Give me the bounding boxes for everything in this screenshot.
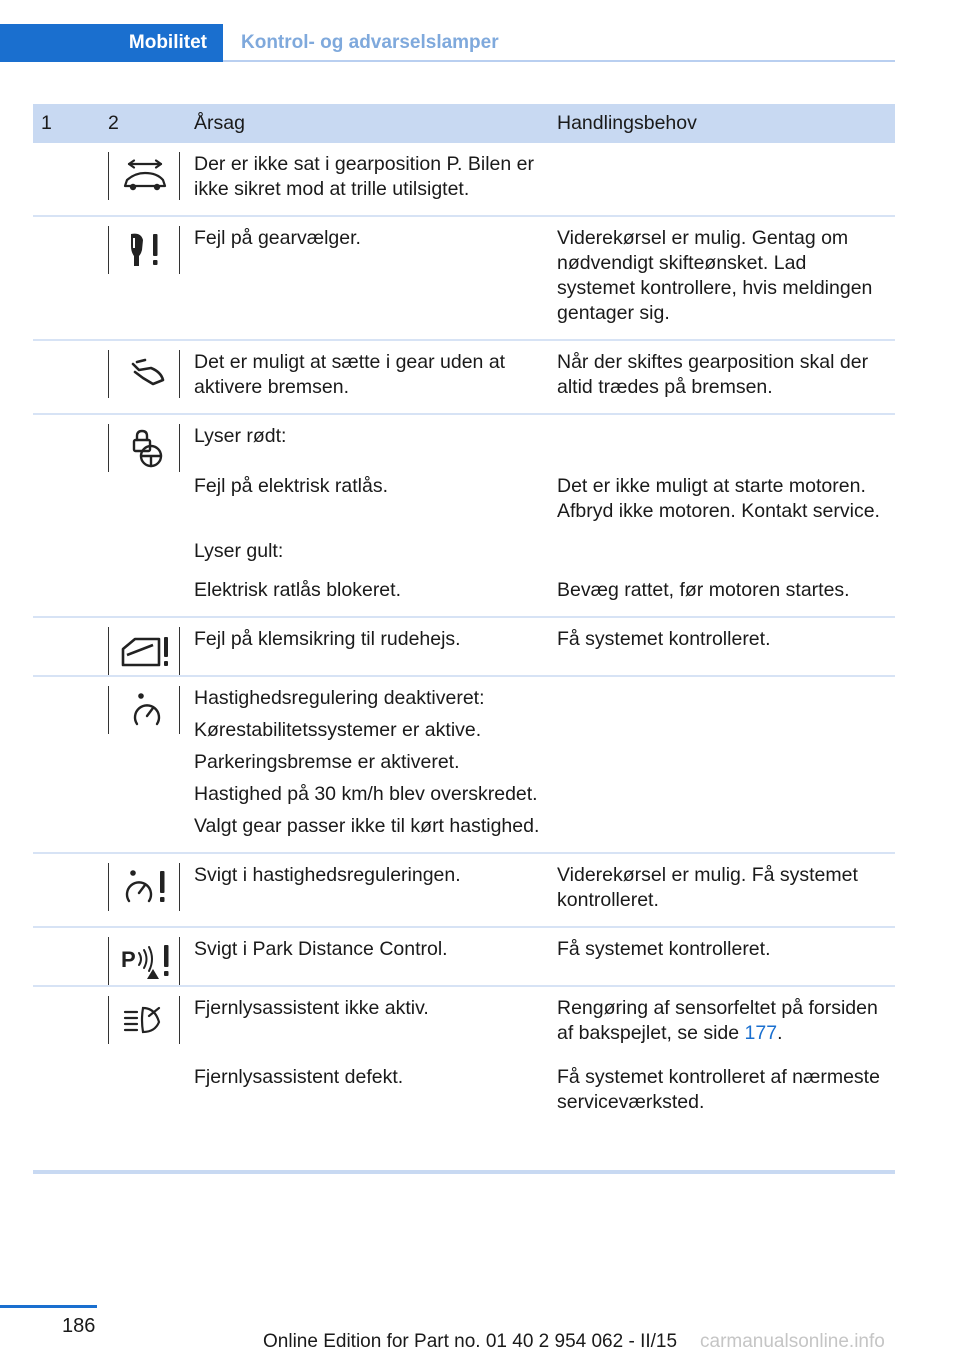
action-text: Få systemet kontrolleret. [557, 628, 771, 650]
cause-text: Lyser rødt: [194, 425, 287, 447]
table-row [33, 472, 895, 537]
action-text: Viderekørsel er mulig. Få systemet kontrolleret. [557, 864, 858, 911]
action-text: Få systemet kontrolleret. [557, 938, 771, 960]
table-row [33, 143, 895, 216]
svg-text:P: P [121, 947, 136, 972]
watermark: carmanualsonline.info [700, 1331, 885, 1352]
column-header-action: Handlingsbehov [549, 104, 895, 143]
cause-text: Fjernlysassistent ikke aktiv. [194, 997, 429, 1019]
cause-text: Fjernlysassistent defekt. [194, 1066, 404, 1088]
cause-text: Hastighedsregulering deaktiveret: [194, 687, 485, 709]
park-roll-icon [108, 152, 180, 200]
table-row [33, 537, 895, 566]
column-header-cause: Årsag [186, 104, 549, 143]
action-text: Det er ikke muligt at starte motoren. Afbryd ikke motoren. Kontakt service. [557, 475, 880, 522]
cause-text: Der er ikke sat i gearposition P. Bilen er ikke sikret mod at trille utilsigtet. [194, 153, 534, 200]
cause-text: Fejl på elektrisk ratlås. [194, 475, 388, 497]
table-row [33, 617, 895, 676]
table-row [33, 986, 895, 1059]
cause-text: Hastighed på 30 km/h blev overskredet. [194, 783, 538, 805]
steering-lock-icon [108, 424, 180, 472]
window-pinch-warning-icon [108, 627, 180, 675]
page-number-rule [0, 1305, 97, 1308]
table-header-row [33, 104, 895, 143]
cause-text: Det er muligt at sætte i gear uden at aktivere bremsen. [194, 351, 506, 398]
cause-text: Parkeringsbremse er aktiveret. [194, 751, 460, 773]
table-bottom-rule [33, 1170, 895, 1174]
cruise-control-icon [108, 686, 180, 734]
cause-text: Fejl på gearvælger. [194, 227, 361, 249]
page-header [0, 24, 895, 62]
action-text: Viderekørsel er mulig. Gentag om nødvendigt skifteønsket. Lad systemet kontrollere, hvis meldingen gentager sig. [557, 227, 873, 324]
high-beam-assist-icon [108, 996, 180, 1044]
header-rule [223, 60, 895, 62]
table-row [33, 216, 895, 340]
cause-text: Elektrisk ratlås blokeret. [194, 579, 401, 601]
gear-selector-warning-icon [108, 226, 180, 274]
cause-text: Svigt i Park Distance Control. [194, 938, 448, 960]
column-header-1: 1 [33, 104, 100, 143]
cause-text: Svigt i hastighedsreguleringen. [194, 864, 461, 886]
column-header-2: 2 [100, 104, 186, 143]
table-row [33, 853, 895, 927]
table-row [33, 566, 895, 617]
cause-text: Kørestabilitetssystemer er aktive. [194, 719, 482, 741]
action-text: Bevæg rattet, før motoren startes. [557, 579, 850, 601]
cruise-control-warning-icon [108, 863, 180, 911]
table-row [33, 340, 895, 414]
foot-brake-icon [108, 350, 180, 398]
edition-footer: Online Edition for Part no. 01 40 2 954 062 - II/15 [263, 1331, 678, 1352]
section-tab[interactable]: Mobilitet [0, 24, 223, 62]
cause-text: Fejl på klemsikring til rudehejs. [194, 628, 461, 650]
action-text: Når der skiftes gearposition skal der altid trædes på bremsen. [557, 351, 869, 398]
warning-lamps-table [33, 104, 895, 1128]
pdc-warning-icon [108, 937, 180, 985]
action-text: Få systemet kontrolleret af nærmeste serviceværksted. [557, 1066, 880, 1113]
table-row [33, 927, 895, 986]
action-text: Rengøring af sensorfeltet på forsiden af bakspejlet, se side 177. [557, 997, 878, 1044]
chapter-title[interactable]: Kontrol- og advarselslamper [241, 32, 499, 53]
table-row [33, 676, 895, 853]
page-number: 186 [62, 1315, 96, 1337]
table-row [33, 1059, 895, 1128]
table-row [33, 414, 895, 472]
page-link[interactable]: 177 [744, 1022, 778, 1044]
cause-text: Valgt gear passer ikke til kørt hastighed. [194, 815, 540, 837]
cause-text: Lyser gult: [194, 540, 284, 562]
